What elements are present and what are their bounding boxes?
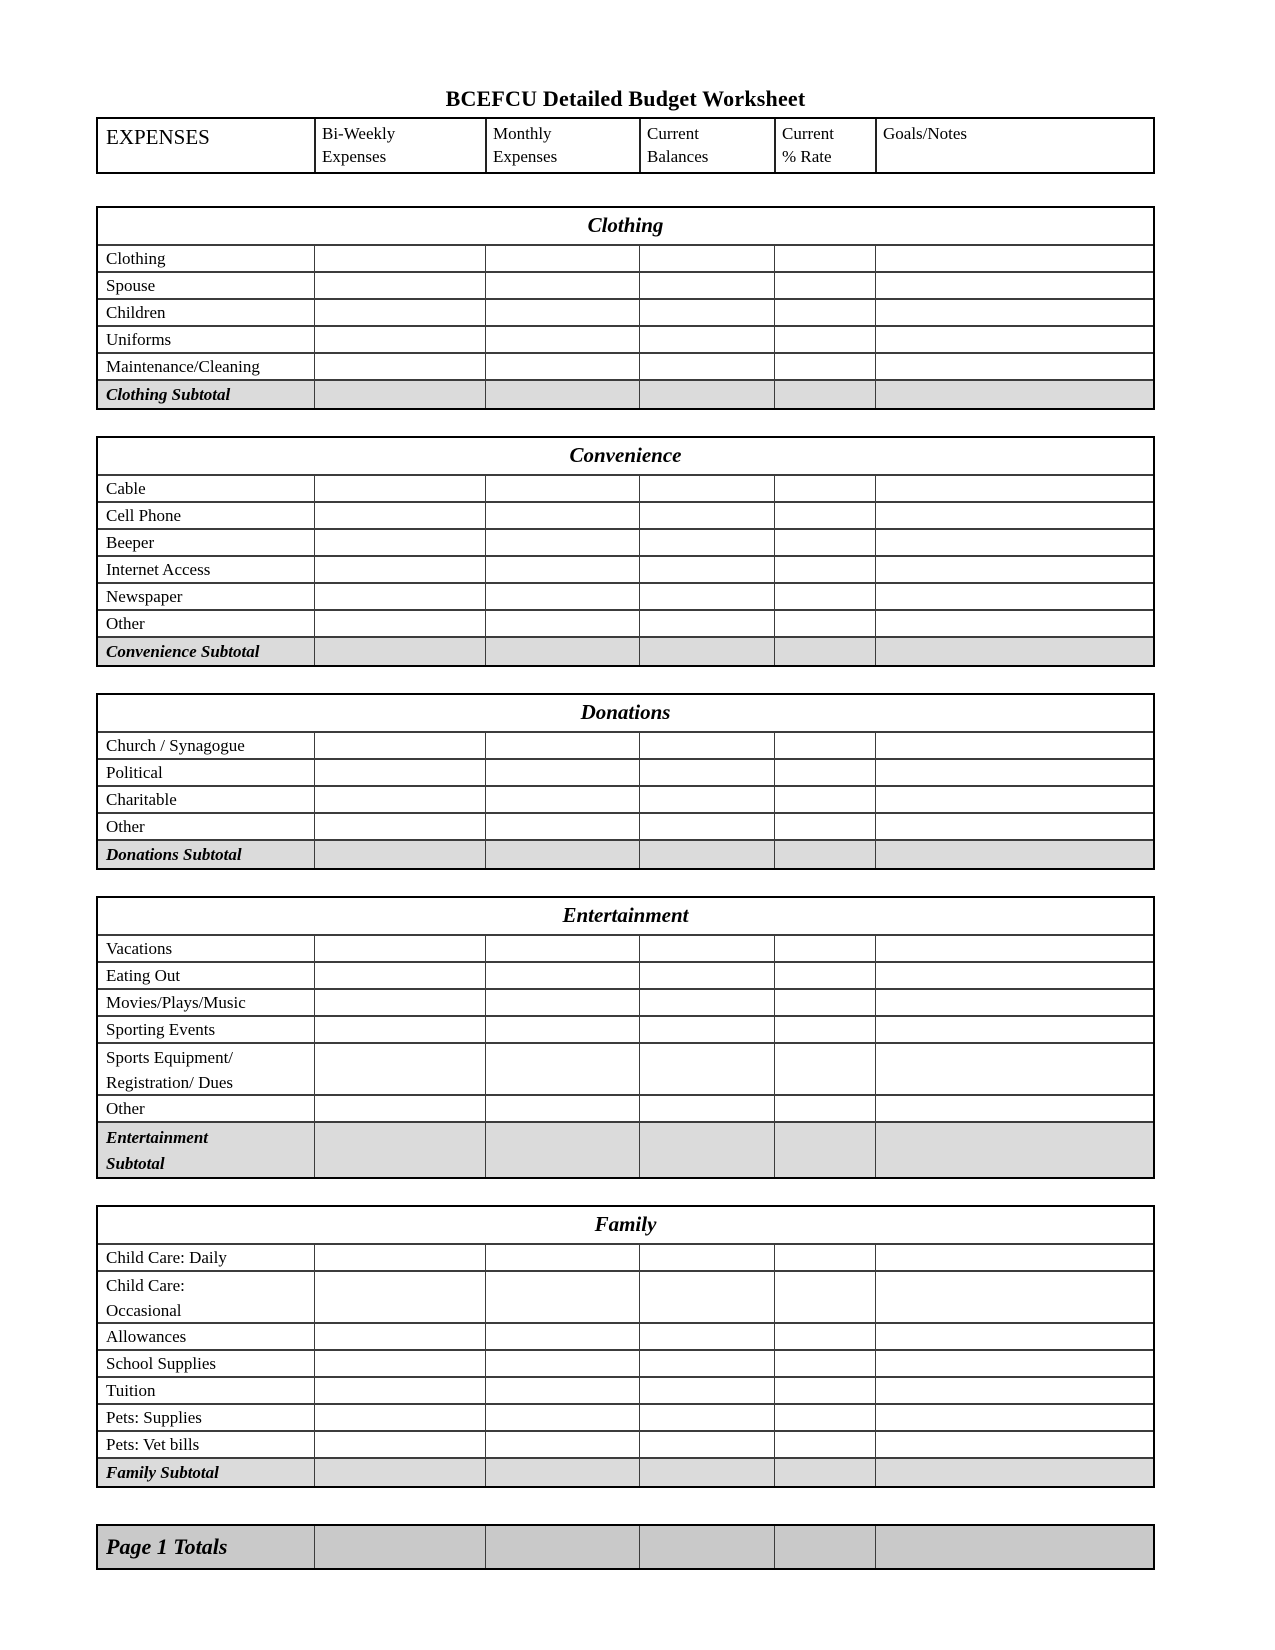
biweekly-cell [314, 246, 485, 271]
table-row [98, 501, 1153, 528]
notes-cell [875, 1378, 1153, 1403]
row-label-line: Child Care: [106, 1276, 185, 1295]
notes-cell [875, 1324, 1153, 1349]
balance-cell [639, 584, 774, 609]
biweekly-cell [314, 557, 485, 582]
subtotal-row [98, 839, 1153, 868]
notes-cell [875, 300, 1153, 325]
biweekly-cell [314, 354, 485, 379]
table-row [98, 555, 1153, 582]
notes-cell [875, 1459, 1153, 1486]
biweekly-cell [314, 530, 485, 555]
row-label: Charitable [106, 790, 177, 809]
row-label: Eating Out [106, 966, 181, 985]
balance-cell [639, 530, 774, 555]
monthly-cell [485, 584, 639, 609]
balance-cell [639, 1324, 774, 1349]
monthly-cell [485, 1526, 639, 1568]
rate-cell [774, 246, 875, 271]
notes-cell [875, 530, 1153, 555]
rate-cell [774, 476, 875, 501]
row-label: Uniforms [106, 330, 172, 349]
monthly-cell [485, 503, 639, 528]
monthly-cell [485, 1272, 639, 1322]
rate-cell [774, 1044, 875, 1094]
row-label: Movies/Plays/Music [106, 993, 246, 1012]
row-label: Political [106, 763, 163, 782]
subtotal-label [98, 1123, 314, 1177]
notes-cell [875, 327, 1153, 352]
balance-cell [639, 1123, 774, 1177]
monthly-cell [485, 936, 639, 961]
monthly-cell [485, 327, 639, 352]
row-label-line: Occasional [106, 1301, 182, 1320]
row-label: Vacations [106, 939, 173, 958]
balance-cell [639, 1405, 774, 1430]
balance-cell [639, 1459, 774, 1486]
row-label: Sporting Events [106, 1020, 216, 1039]
subtotal-label-line: Subtotal [106, 1154, 165, 1173]
monthly-cell [485, 1123, 639, 1177]
rate-cell [774, 530, 875, 555]
balance-cell [639, 557, 774, 582]
table-row [98, 988, 1153, 1015]
balance-cell [639, 503, 774, 528]
biweekly-cell [314, 841, 485, 868]
biweekly-cell [314, 611, 485, 636]
biweekly-cell [314, 300, 485, 325]
notes-cell [875, 638, 1153, 665]
balance-cell [639, 611, 774, 636]
row-label [98, 1044, 314, 1094]
totals-row [98, 1526, 1153, 1568]
column-header-line: Expenses [322, 147, 387, 166]
biweekly-cell [314, 1378, 485, 1403]
row-label: Allowances [106, 1327, 187, 1346]
subtotal-row [98, 1121, 1153, 1177]
rate-cell [774, 503, 875, 528]
worksheet-page [96, 0, 1155, 1570]
balance-cell [639, 1096, 774, 1121]
notes-cell [875, 584, 1153, 609]
balance-cell [639, 990, 774, 1015]
rate-cell [774, 1459, 875, 1486]
monthly-cell [485, 530, 639, 555]
rate-cell [774, 787, 875, 812]
subtotal-label: Family Subtotal [106, 1463, 219, 1482]
balance-cell [639, 327, 774, 352]
rate-cell [774, 1272, 875, 1322]
column-header-goals [875, 119, 1153, 172]
balance-cell [639, 1017, 774, 1042]
biweekly-cell [314, 1405, 485, 1430]
row-label: Internet Access [106, 560, 211, 579]
table-row [98, 1042, 1153, 1094]
section-title: Entertainment [562, 903, 689, 927]
monthly-cell [485, 1245, 639, 1270]
rate-cell [774, 1351, 875, 1376]
column-header-line: Current [647, 124, 699, 143]
rate-cell [774, 354, 875, 379]
biweekly-cell [314, 1245, 485, 1270]
subtotal-label: Convenience Subtotal [106, 642, 260, 661]
table-row [98, 528, 1153, 555]
subtotal-label: Donations Subtotal [106, 845, 242, 864]
balance-cell [639, 273, 774, 298]
balance-cell [639, 841, 774, 868]
notes-cell [875, 476, 1153, 501]
biweekly-cell [314, 1351, 485, 1376]
biweekly-cell [314, 1017, 485, 1042]
biweekly-cell [314, 584, 485, 609]
row-label: School Supplies [106, 1354, 217, 1373]
subtotal-row [98, 636, 1153, 665]
row-label-line: Sports Equipment/ [106, 1048, 234, 1067]
biweekly-cell [314, 1324, 485, 1349]
row-label: Beeper [106, 533, 155, 552]
table-row [98, 812, 1153, 839]
monthly-cell [485, 1017, 639, 1042]
balance-cell [639, 1378, 774, 1403]
notes-cell [875, 814, 1153, 839]
notes-cell [875, 1405, 1153, 1430]
notes-cell [875, 1017, 1153, 1042]
biweekly-cell [314, 273, 485, 298]
notes-cell [875, 246, 1153, 271]
notes-cell [875, 381, 1153, 408]
column-header-biweekly [314, 119, 485, 172]
table-row [98, 934, 1153, 961]
biweekly-cell [314, 1123, 485, 1177]
biweekly-cell [314, 760, 485, 785]
row-label: Child Care: Daily [106, 1248, 227, 1267]
row-label [98, 1272, 314, 1322]
monthly-cell [485, 841, 639, 868]
monthly-cell [485, 1044, 639, 1094]
monthly-cell [485, 557, 639, 582]
balance-cell [639, 814, 774, 839]
biweekly-cell [314, 476, 485, 501]
row-label: Children [106, 303, 166, 322]
biweekly-cell [314, 990, 485, 1015]
section-header [98, 208, 1153, 244]
biweekly-cell [314, 1272, 485, 1322]
monthly-cell [485, 1432, 639, 1457]
notes-cell [875, 557, 1153, 582]
monthly-cell [485, 963, 639, 988]
row-label: Other [106, 614, 145, 633]
rate-cell [774, 327, 875, 352]
notes-cell [875, 1272, 1153, 1322]
expenses-header-table [96, 117, 1155, 174]
column-header-line: Goals/Notes [883, 124, 968, 143]
biweekly-cell [314, 936, 485, 961]
section-family [96, 1205, 1155, 1488]
table-row [98, 244, 1153, 271]
table-row [98, 1430, 1153, 1457]
monthly-cell [485, 733, 639, 758]
notes-cell [875, 841, 1153, 868]
balance-cell [639, 1351, 774, 1376]
biweekly-cell [314, 1096, 485, 1121]
table-row [98, 1094, 1153, 1121]
subtotal-label-line: Entertainment [106, 1128, 209, 1147]
monthly-cell [485, 1378, 639, 1403]
monthly-cell [485, 476, 639, 501]
column-header-line: Expenses [493, 147, 558, 166]
rate-cell [774, 1017, 875, 1042]
table-row [98, 758, 1153, 785]
table-row [98, 609, 1153, 636]
rate-cell [774, 760, 875, 785]
balance-cell [639, 381, 774, 408]
rate-cell [774, 936, 875, 961]
balance-cell [639, 1245, 774, 1270]
notes-cell [875, 1526, 1153, 1568]
subtotal-row [98, 1457, 1153, 1486]
row-label: Spouse [106, 276, 156, 295]
header-row [98, 119, 1153, 172]
section-convenience [96, 436, 1155, 667]
totals-label: Page 1 Totals [106, 1534, 228, 1559]
balance-cell [639, 1044, 774, 1094]
table-row [98, 1015, 1153, 1042]
balance-cell [639, 300, 774, 325]
table-row [98, 1322, 1153, 1349]
monthly-cell [485, 1351, 639, 1376]
section-header [98, 1207, 1153, 1243]
page-title: BCEFCU Detailed Budget Worksheet [445, 86, 806, 111]
column-header-line: % Rate [782, 147, 832, 166]
table-row [98, 298, 1153, 325]
notes-cell [875, 733, 1153, 758]
notes-cell [875, 354, 1153, 379]
monthly-cell [485, 638, 639, 665]
table-row [98, 785, 1153, 812]
biweekly-cell [314, 814, 485, 839]
monthly-cell [485, 273, 639, 298]
section-clothing [96, 206, 1155, 410]
monthly-cell [485, 760, 639, 785]
column-header-line: Current [782, 124, 834, 143]
rate-cell [774, 841, 875, 868]
rate-cell [774, 381, 875, 408]
rate-cell [774, 638, 875, 665]
monthly-cell [485, 1459, 639, 1486]
row-label: Cable [106, 479, 146, 498]
notes-cell [875, 1245, 1153, 1270]
rate-cell [774, 1324, 875, 1349]
notes-cell [875, 1123, 1153, 1177]
rate-cell [774, 557, 875, 582]
notes-cell [875, 1351, 1153, 1376]
notes-cell [875, 990, 1153, 1015]
row-label: Other [106, 817, 145, 836]
row-label: Pets: Supplies [106, 1408, 202, 1427]
notes-cell [875, 273, 1153, 298]
biweekly-cell [314, 638, 485, 665]
monthly-cell [485, 990, 639, 1015]
biweekly-cell [314, 787, 485, 812]
notes-cell [875, 1432, 1153, 1457]
row-label: Newspaper [106, 587, 183, 606]
table-row [98, 325, 1153, 352]
balance-cell [639, 963, 774, 988]
column-header-line: Monthly [493, 124, 552, 143]
table-row [98, 1376, 1153, 1403]
section-title: Donations [580, 700, 671, 724]
biweekly-cell [314, 1044, 485, 1094]
notes-cell [875, 611, 1153, 636]
balance-cell [639, 1526, 774, 1568]
table-row [98, 1270, 1153, 1322]
column-header-line: Bi-Weekly [322, 124, 396, 143]
monthly-cell [485, 246, 639, 271]
row-label: Cell Phone [106, 506, 182, 525]
notes-cell [875, 503, 1153, 528]
table-row [98, 961, 1153, 988]
balance-cell [639, 733, 774, 758]
column-header-balances [639, 119, 774, 172]
row-label: Other [106, 1099, 145, 1118]
biweekly-cell [314, 1432, 485, 1457]
rate-cell [774, 300, 875, 325]
monthly-cell [485, 1405, 639, 1430]
rate-cell [774, 1526, 875, 1568]
balance-cell [639, 1432, 774, 1457]
row-label: Church / Synagogue [106, 736, 245, 755]
section-entertainment [96, 896, 1155, 1179]
table-row [98, 474, 1153, 501]
rate-cell [774, 963, 875, 988]
rate-cell [774, 733, 875, 758]
balance-cell [639, 1272, 774, 1322]
balance-cell [639, 760, 774, 785]
monthly-cell [485, 300, 639, 325]
table-row [98, 1349, 1153, 1376]
rate-cell [774, 1432, 875, 1457]
notes-cell [875, 1096, 1153, 1121]
biweekly-cell [314, 733, 485, 758]
row-label: Maintenance/Cleaning [106, 357, 260, 376]
row-label: Tuition [106, 1381, 156, 1400]
rate-cell [774, 1405, 875, 1430]
subtotal-row [98, 379, 1153, 408]
section-header [98, 898, 1153, 934]
row-label: Pets: Vet bills [106, 1435, 200, 1454]
table-row [98, 271, 1153, 298]
rate-cell [774, 611, 875, 636]
monthly-cell [485, 354, 639, 379]
biweekly-cell [314, 963, 485, 988]
table-row [98, 1403, 1153, 1430]
row-label-line: Registration/ Dues [106, 1073, 234, 1092]
table-row [98, 731, 1153, 758]
biweekly-cell [314, 327, 485, 352]
column-header-monthly [485, 119, 639, 172]
monthly-cell [485, 611, 639, 636]
rate-cell [774, 584, 875, 609]
section-donations [96, 693, 1155, 870]
balance-cell [639, 638, 774, 665]
column-header-rate [774, 119, 875, 172]
rate-cell [774, 1378, 875, 1403]
column-header-line: Balances [647, 147, 709, 166]
section-header [98, 695, 1153, 731]
rate-cell [774, 1123, 875, 1177]
monthly-cell [485, 787, 639, 812]
biweekly-cell [314, 1459, 485, 1486]
section-header [98, 438, 1153, 474]
monthly-cell [485, 381, 639, 408]
monthly-cell [485, 1324, 639, 1349]
balance-cell [639, 787, 774, 812]
section-title: Family [594, 1212, 657, 1236]
notes-cell [875, 760, 1153, 785]
rate-cell [774, 990, 875, 1015]
table-row [98, 582, 1153, 609]
row-label: Clothing [106, 249, 166, 268]
balance-cell [639, 476, 774, 501]
section-title: Clothing [587, 213, 664, 237]
notes-cell [875, 936, 1153, 961]
section-title: Convenience [569, 443, 682, 467]
table-row [98, 1243, 1153, 1270]
table-row [98, 352, 1153, 379]
rate-cell [774, 1096, 875, 1121]
rate-cell [774, 814, 875, 839]
rate-cell [774, 273, 875, 298]
notes-cell [875, 963, 1153, 988]
biweekly-cell [314, 503, 485, 528]
rate-cell [774, 1245, 875, 1270]
biweekly-cell [314, 1526, 485, 1568]
balance-cell [639, 354, 774, 379]
monthly-cell [485, 1096, 639, 1121]
monthly-cell [485, 814, 639, 839]
balance-cell [639, 936, 774, 961]
balance-cell [639, 246, 774, 271]
subtotal-label: Clothing Subtotal [106, 385, 231, 404]
page-totals-table [96, 1524, 1155, 1570]
biweekly-cell [314, 381, 485, 408]
notes-cell [875, 787, 1153, 812]
expenses-heading: EXPENSES [106, 125, 210, 149]
notes-cell [875, 1044, 1153, 1094]
